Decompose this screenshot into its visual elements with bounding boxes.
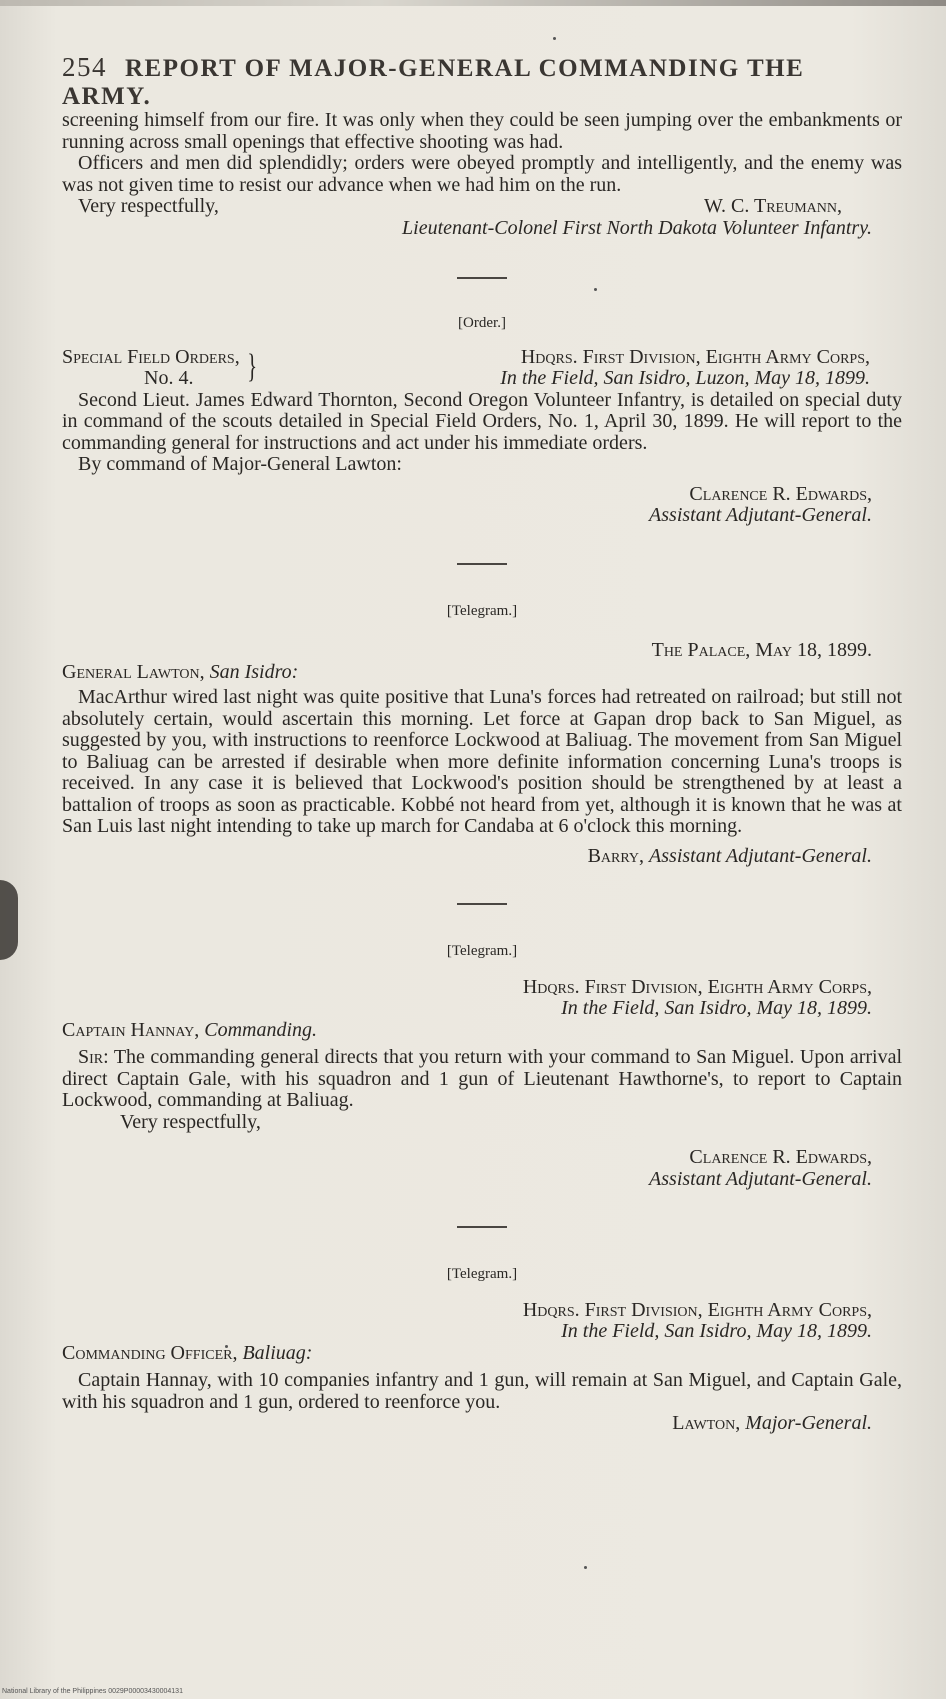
- paragraph: [62, 1047, 902, 1112]
- section-label: [Telegram.]: [446, 1266, 518, 1282]
- signature-name: Clarence R. Edwards,: [689, 1146, 872, 1168]
- binding-shadow: [0, 880, 18, 960]
- salutation: Sir:: [78, 1046, 109, 1068]
- signature-name: W. C. Treumann,: [703, 195, 842, 217]
- footer-credit: National Library of the Philippines 0029P00003430004131: [2, 1688, 183, 1695]
- running-header: [62, 52, 892, 111]
- place-date-line: In the Field, San Isidro, May 18, 1899.: [561, 997, 872, 1019]
- signature-title-line: [62, 505, 902, 527]
- signature-line: [62, 1413, 902, 1435]
- closing: Very respectfully,: [78, 195, 219, 217]
- addressee: [62, 1343, 902, 1365]
- signature-title: Lieutenant-Colonel First North Dakota Volunteer Infantry.: [402, 216, 872, 239]
- signature-row: [62, 196, 902, 218]
- section-label: [Telegram.]: [446, 602, 518, 619]
- telegram-heading: [62, 1300, 902, 1343]
- brace: }: [246, 347, 257, 385]
- order-heading: [62, 347, 902, 390]
- place-date-line: The Palace, May 18, 1899.: [651, 639, 872, 661]
- signature-name: Barry,: [587, 844, 645, 867]
- closing: Very respectfully,: [120, 1110, 261, 1133]
- addressee-role: Commanding.: [204, 1018, 318, 1041]
- telegram-heading: [62, 977, 902, 1020]
- headquarters-line: Hdqrs. First Division, Eighth Army Corps,: [520, 345, 870, 368]
- place-date-line: In the Field, San Isidro, Luzon, May 18, 1899.: [500, 367, 870, 389]
- signature-title-line: [62, 1169, 902, 1191]
- addressee: [62, 1020, 902, 1042]
- signature-title: Assistant Adjutant-General.: [649, 844, 872, 867]
- addressee-place: San Isidro:: [209, 660, 299, 683]
- section-label: [Order.]: [458, 315, 506, 331]
- signature-name: Clarence R. Edwards,: [689, 482, 872, 505]
- order-type: Special Field Orders,: [62, 345, 240, 368]
- ink-speck: [584, 1566, 587, 1569]
- ink-speck: [553, 37, 556, 40]
- signature-title: Assistant Adjutant-General.: [649, 1167, 872, 1190]
- place-date-line: In the Field, San Isidro, May 18, 1899.: [561, 1320, 872, 1342]
- signature-name: Lawton,: [672, 1412, 741, 1434]
- headquarters-line: Hdqrs. First Division, Eighth Army Corps,: [522, 975, 872, 998]
- section-label: [Telegram.]: [446, 943, 518, 959]
- page-top-edge: [0, 0, 946, 6]
- addressee-name: Commanding Officer,: [62, 1341, 238, 1364]
- page-number: 254: [62, 52, 107, 82]
- signature-title: Major-General.: [745, 1412, 872, 1434]
- headquarters-line: Hdqrs. First Division, Eighth Army Corps,: [522, 1298, 872, 1321]
- paragraph: MacArthur wired last night was quite positive that Luna's forces had retreated on railroad; but still not absolutely certain, would ascertain this morning. Let force at Gapan drop back to San Miguel, as suggested by you, with instructions to reenforce Lockwood at Baliuag. The movement from San Miguel to Baliuag can be arrested if desirable when more definite information concerning Luna's troops is received. In any case it is believed that Lockwood's position should be strengthened by at least a battalion of troops as soon as practicable. Kobbé not heard from yet, although it is known that he was at San Luis last night intending to take up march for Candaba at 6 o'clock this morning.: [62, 686, 902, 837]
- order-designation: [62, 347, 260, 390]
- paragraph: screening himself from our fire. It was only when they could be seen jumping over the embankments or running across small openings that effective shooting was had.: [62, 109, 902, 153]
- addressee: [62, 662, 902, 684]
- addressee-name: General Lawton,: [62, 660, 205, 683]
- signature-title: Assistant Adjutant-General.: [649, 504, 872, 526]
- order-number: No. 4.: [144, 367, 194, 389]
- running-title: REPORT OF MAJOR-GENERAL COMMANDING THE ARMY.: [62, 55, 805, 110]
- signature-line: [62, 846, 902, 868]
- signature-title-line: [62, 218, 902, 240]
- paragraph-text: The commanding general directs that you return with your command to San Miguel. Upon arrival direct Captain Gale, with his squadron and 1 gun of Lieutenant Hawthorne's, to report to Captain Lockwood, commanding at Baliuag.: [62, 1046, 903, 1111]
- paragraph: Officers and men did splendidly; orders were obeyed promptly and intelligently, and the enemy was was not given time to resist our advance when we had him on the run.: [62, 152, 902, 196]
- addressee-name: Captain Hannay,: [62, 1018, 200, 1041]
- telegram-heading: [62, 640, 902, 662]
- paragraph: Second Lieut. James Edward Thornton, Second Oregon Volunteer Infantry, is detailed on special duty in command of the scouts detailed in Special Field Orders, No. 1, April 30, 1899. He will report to the commanding general for instructions and act under his immediate orders.: [62, 388, 902, 454]
- paragraph: Captain Hannay, with 10 companies infantry and 1 gun, will remain at San Miguel, and Captain Gale, with his squadron and 1 gun, ordered to reenforce you.: [62, 1369, 902, 1413]
- addressee-place: Baliuag:: [242, 1341, 313, 1364]
- by-command: By command of Major-General Lawton:: [78, 453, 402, 475]
- page-content: [62, 110, 902, 1435]
- order-header-block: [500, 347, 902, 390]
